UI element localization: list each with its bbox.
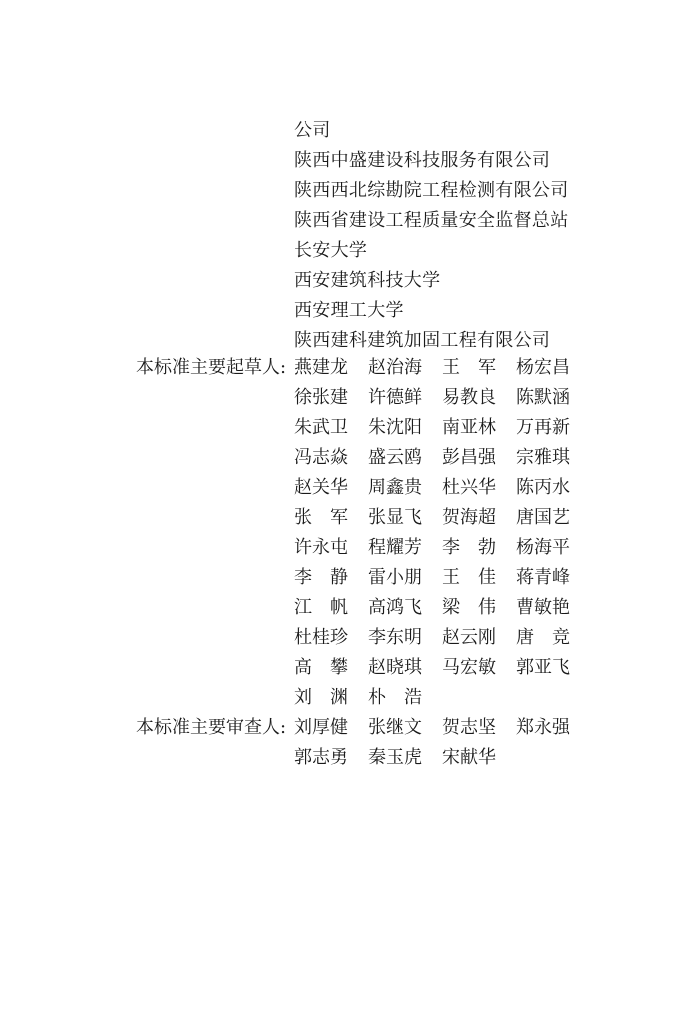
name-row [294, 653, 590, 683]
person-name: 彭昌强 [442, 447, 496, 468]
person-name: 郭亚飞 [516, 657, 570, 678]
person-name: 李东明 [368, 627, 422, 648]
name-row [294, 713, 590, 743]
person-name: 程耀芳 [368, 537, 422, 558]
person-name: 赵云刚 [442, 627, 496, 648]
person-name: 高 攀 [294, 657, 348, 678]
person-name: 唐 竞 [516, 627, 570, 648]
person-name: 赵关华 [294, 477, 348, 498]
person-name: 郑永强 [516, 717, 570, 738]
person-name: 马宏敏 [442, 657, 496, 678]
organization-item: 西安理工大学 [294, 300, 404, 321]
person-name: 蒋青峰 [516, 567, 570, 588]
organization-item: 陕西西北综勘院工程检测有限公司 [294, 180, 569, 201]
person-name: 郭志勇 [294, 747, 348, 768]
person-name: 王 佳 [442, 567, 496, 588]
person-name: 周鑫贵 [368, 477, 422, 498]
person-name: 张显飞 [368, 507, 422, 528]
drafters-name-grid [294, 353, 590, 713]
person-name: 朱武卫 [294, 417, 348, 438]
organization-item: 陕西中盛建设科技服务有限公司 [294, 150, 551, 171]
person-name: 王 军 [442, 357, 496, 378]
organization-list [294, 116, 614, 356]
name-row [294, 533, 590, 563]
person-name: 杨海平 [516, 537, 570, 558]
name-row [294, 473, 590, 503]
person-name: 许永屯 [294, 537, 348, 558]
organization-item: 长安大学 [294, 240, 368, 261]
person-name: 刘厚健 [294, 717, 348, 738]
person-name: 杜兴华 [442, 477, 496, 498]
person-name: 万再新 [516, 417, 570, 438]
person-name: 宋献华 [442, 747, 496, 768]
name-row [294, 443, 590, 473]
name-row [294, 683, 590, 713]
person-name: 张 军 [294, 507, 348, 528]
person-name: 江 帆 [294, 597, 348, 618]
person-name: 高鸿飞 [368, 597, 422, 618]
person-name: 贺海超 [442, 507, 496, 528]
name-row [294, 743, 590, 773]
person-name: 燕建龙 [294, 357, 348, 378]
name-row [294, 563, 590, 593]
person-name: 朱沈阳 [368, 417, 422, 438]
person-name: 赵治海 [368, 357, 422, 378]
person-name: 赵晓琪 [368, 657, 422, 678]
person-name: 盛云鸥 [368, 447, 422, 468]
person-name: 徐张建 [294, 387, 348, 408]
person-name: 刘 渊 [294, 687, 348, 708]
person-name: 秦玉虎 [368, 747, 422, 768]
person-name: 曹敏艳 [516, 597, 570, 618]
person-name: 朴 浩 [368, 687, 422, 708]
organization-item: 西安建筑科技大学 [294, 270, 441, 291]
drafters-label: 本标准主要起草人: [136, 357, 287, 378]
organization-item: 陕西省建设工程质量安全监督总站 [294, 210, 569, 231]
name-row [294, 413, 590, 443]
person-name: 许德鲜 [368, 387, 422, 408]
person-name: 杜桂珍 [294, 627, 348, 648]
name-row [294, 503, 590, 533]
person-name: 贺志坚 [442, 717, 496, 738]
person-name: 张继文 [368, 717, 422, 738]
person-name: 宗雅琪 [516, 447, 570, 468]
reviewers-name-grid [294, 713, 590, 773]
name-row [294, 623, 590, 653]
person-name: 陈默涵 [516, 387, 570, 408]
organization-item: 陕西建科建筑加固工程有限公司 [294, 330, 551, 351]
organization-item: 公司 [294, 120, 331, 141]
person-name: 雷小朋 [368, 567, 422, 588]
person-name: 南亚林 [442, 417, 496, 438]
person-name: 李 静 [294, 567, 348, 588]
person-name: 陈丙水 [516, 477, 570, 498]
name-row [294, 353, 590, 383]
person-name: 梁 伟 [442, 597, 496, 618]
person-name: 冯志焱 [294, 447, 348, 468]
person-name: 杨宏昌 [516, 357, 570, 378]
reviewers-label: 本标准主要审查人: [136, 717, 287, 738]
person-name: 唐国艺 [516, 507, 570, 528]
name-row [294, 593, 590, 623]
person-name: 李 勃 [442, 537, 496, 558]
name-row [294, 383, 590, 413]
person-name: 易教良 [442, 387, 496, 408]
